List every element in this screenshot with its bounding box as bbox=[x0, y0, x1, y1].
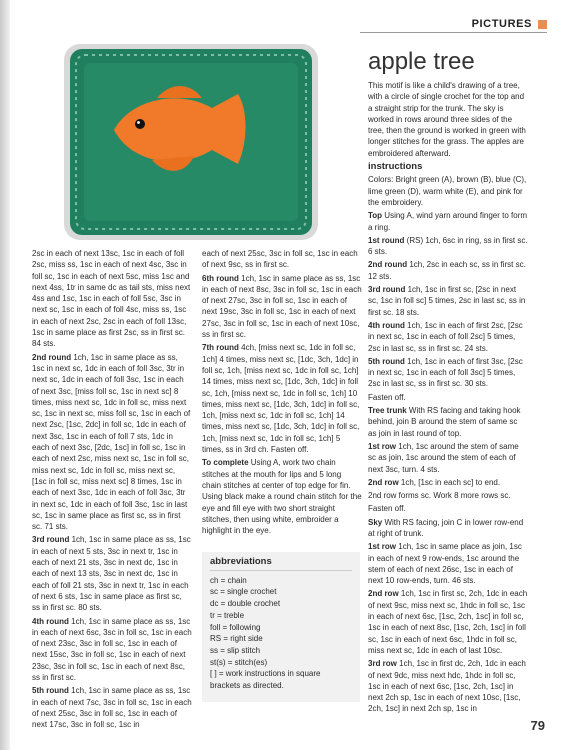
paragraph: each of next 25sc, 3sc in foll sc, 1sc in each of next 9sc, ss in first sc. bbox=[202, 249, 358, 270]
section-header-square-icon bbox=[538, 20, 547, 29]
abbreviation-item: ch = chain bbox=[210, 575, 247, 585]
paragraph: To complete Using A, work two chain stitches at the mouth for lips and 5 long chain stitches at center of top edge for fin. Using black make a round chain stitch for the eye and fill eye with two short straight stitches, then using white, embroider a highlight in the eye. bbox=[202, 458, 362, 536]
paragraph: 5th round 1ch, 1sc in same place as ss, 1sc in each of next 7sc, 3sc in foll sc, 1sc in each of next 25sc, 3sc in foll sc, 1sc in each of next 17sc, 3sc in foll sc, 1sc in bbox=[32, 686, 192, 730]
paragraph: 2nd round 1ch, 2sc in each sc, ss in first sc. 12 sts. bbox=[368, 260, 526, 281]
paragraph: Top Using A, wind yarn around finger to form a ring. bbox=[368, 211, 528, 232]
paragraph: 3rd round 1ch, 1sc in first sc, [2sc in next sc, 1sc in foll sc] 5 times, 2sc in last sc, ss in first sc. 18 sts. bbox=[368, 285, 526, 317]
paragraph: Sky With RS facing, join C in lower row-end at right of trunk. bbox=[368, 517, 524, 538]
paragraph: Tree trunk With RS facing and taking hook behind, join B around the stem of same sc as join in last round of top. bbox=[368, 406, 521, 438]
paragraph: 4th round 1ch, 1sc in each of first 2sc, [2sc in next sc, 1sc in each of foll 2sc] 5 times, 2sc in last sc, ss in first sc. 24 sts. bbox=[368, 320, 523, 353]
paragraph: 5th round 1ch, 1sc in each of first 3sc, [2sc in next sc, 1sc in each of foll 3sc] 5 times, 2sc in last sc, ss in first sc. 30 sts. bbox=[368, 356, 523, 389]
instructions-column-middle bbox=[202, 248, 362, 538]
page-number: 79 bbox=[530, 718, 545, 733]
intro-paragraph: This motif is like a child's drawing of a tree, with a circle of single crochet for the top and a straight strip for the trunk. The sky is worked in rows around three sides of the tree, then the ground is worked in green with longer stitches for the grass. The apples are embroidered afterward. bbox=[368, 81, 526, 158]
abbreviation-item: foll = following bbox=[210, 622, 261, 632]
abbreviation-item: dc = double crochet bbox=[210, 599, 281, 609]
paragraph: 4th round 1ch, 1sc in same place as ss, 1sc in each of next 6sc, 3sc in foll sc, 1sc in each of next 23sc, 3sc in foll sc, 1sc in each of next 15sc, 3sc in foll sc, 1sc in each of next 23sc, 3sc in foll sc, 1sc in each of next 8sc, ss in first sc. bbox=[32, 616, 192, 682]
abbreviation-item: sc = single crochet bbox=[210, 587, 277, 597]
section-header bbox=[472, 18, 547, 30]
header-rule bbox=[360, 32, 547, 33]
abbreviations-title: abbreviations bbox=[210, 556, 352, 571]
paragraph: 2nd round 1ch, 1sc in same place as ss, 1sc in next sc, 1dc in each of foll 3sc, 3tr in next sc, 1dc in each of foll 3sc, 1sc in each of next 3sc, [miss foll sc, 1sc in next sc] 8 times, miss next sc, 1dc in foll sc, miss next sc, 1sc in next sc, miss foll sc, 1sc in each of next 2sc, [1sc, 2dc] in foll sc, 1dc in each of next 3sc, 1sc in each of foll 7 sts, 1dc in each of next 3sc, [2dc, 1sc] in foll sc, 1sc in each of next 2sc, miss next sc, 1sc in foll sc, miss next sc, 1dc in foll sc, miss next sc, [1sc in foll sc, miss next sc] 8 times, 1sc in each of next 3sc, 1dc in each of foll 3sc, 3tr in next sc, 1dc in each of foll 3sc, 1sc in last sc, 1sc in same place as first sc, ss in first sc. 71 sts. bbox=[32, 352, 191, 532]
abbreviation-item: [ ] = work instructions in square brackets as directed. bbox=[210, 669, 321, 691]
paragraph: Colors: Bright green (A), brown (B), blue (C), lime green (D), warm white (E), and pink for the embroidery. bbox=[368, 175, 527, 207]
paragraph: 3rd round 1ch, 1sc in same place as ss, 1sc in each of next 5 sts, 3sc in next tr, 1sc in each of next 21 sts, 3sc in next dc, 1sc in each of next 13 sts, 3sc in next dc, 1sc in each of foll 21 sts, 3sc in next tr, 1sc in each of next 6 sts, 1sc in same place as first sc, ss in first sc. 80 sts. bbox=[32, 535, 191, 613]
abbreviations-box bbox=[202, 552, 360, 702]
abbreviation-item: ss = slip stitch bbox=[210, 645, 261, 655]
paragraph: 1st row 1ch, 1sc around the stem of same sc as join, 1sc around the stem of each of next 3sc, turn. 4 sts. bbox=[368, 441, 519, 474]
paragraph: 7th round 4ch, [miss next sc, 1dc in foll sc, 1ch] 4 times, miss next sc, [1dc, 3ch, 1dc] in foll sc, 1ch, [miss next sc, 1dc in foll sc, 1ch] 14 times, miss next sc, [1dc, 3ch, 1dc] in foll sc, 1ch, [miss next sc, 1dc in foll sc, 1ch] 10 times, miss next sc, [1dc, 3ch, 1dc] in foll sc, 1ch, [miss next sc, 1dc in foll sc, 1ch] 14 times, miss next sc, [1dc, 3ch, 1dc] in foll sc, 1ch, [miss next sc, 1dc in foll sc, 1ch] 5 times, ss in 3rd ch. Fasten off. bbox=[202, 343, 360, 455]
page-binding-shadow bbox=[0, 0, 10, 750]
instructions-column-left bbox=[32, 248, 192, 732]
paragraph: 6th round 1ch, 1sc in same place as ss, 1sc in each of next 8sc, 3sc in foll sc, 1sc in each of next 27sc, 3sc in foll sc, 1sc in each of next 19sc, 3sc in foll sc, 1sc in each of next 27sc, 3sc in foll sc, 1sc in each of next 10sc, ss in first sc. bbox=[202, 273, 362, 340]
page-title: apple tree bbox=[368, 48, 475, 75]
paragraph: 1st round (RS) 1ch, 6sc in ring, ss in first sc. 6 sts. bbox=[368, 235, 528, 257]
paragraph: 2nd row forms sc. Work 8 more rows sc. bbox=[368, 491, 511, 501]
instructions-column-right bbox=[368, 48, 528, 717]
abbreviation-item: RS = right side bbox=[210, 634, 263, 644]
paragraph: Fasten off. bbox=[368, 392, 406, 402]
paragraph: 2sc in each of next 13sc, 1sc in each of foll 2sc, miss ss, 1sc in each of next 4sc, 3sc in foll sc, 1sc in each of next 5sc, miss 1sc and next 4ss, 1tr in same dc as tail sts, miss next 4ss and 1sc, 1sc in each of foll 5sc, 3sc in next sc, 1sc in each of foll 4sc, miss ss, 1sc in each of next 2sc, 2sc in each of foll 13sc, 1sc in same place as first 2sc, ss in first sc. 84 sts. bbox=[32, 249, 191, 349]
paragraph: 3rd row 1ch, 1sc in first dc, 2ch, 1dc in each of next 9dc, miss next hdc, 1hdc in foll sc, 1sc in each of next 6sc, [1sc, 2ch, 1sc] in next 2ch sp, 1sc in each of next 10sc, [1sc, 2ch, 1sc] in next 2ch sp, 1sc in bbox=[368, 659, 526, 714]
paragraph: 2nd row 1ch, [1sc in each sc] to end. bbox=[368, 477, 501, 487]
section-header-label: PICTURES bbox=[471, 18, 532, 30]
crochet-fish-photo bbox=[62, 42, 320, 242]
paragraph: 2nd row 1ch, 1sc in first sc, 2ch, 1dc in each of next 9sc, miss next sc, 1hdc in foll sc, 1sc in each of next 6sc, [1sc, 2ch, 1sc] in foll sc, 1sc in each of next 8sc, [1sc, 2ch, 1sc] in foll sc, 1sc in each of next 6sc, 1hdc in foll sc, miss next sc, 1dc in each of last 10sc. bbox=[368, 589, 528, 655]
instructions-heading: instructions bbox=[368, 161, 423, 173]
abbreviation-item: st(s) = stitch(es) bbox=[210, 657, 268, 667]
paragraph: 1st row 1ch, 1sc in same place as join, 1sc in each of next 9 row-ends, 1sc around the stem of each of next 26sc, 1sc in each of next 10 row-ends, turn. 46 sts. bbox=[368, 542, 522, 586]
paragraph: Fasten off. bbox=[368, 504, 406, 514]
abbreviation-item: tr = treble bbox=[210, 610, 245, 620]
